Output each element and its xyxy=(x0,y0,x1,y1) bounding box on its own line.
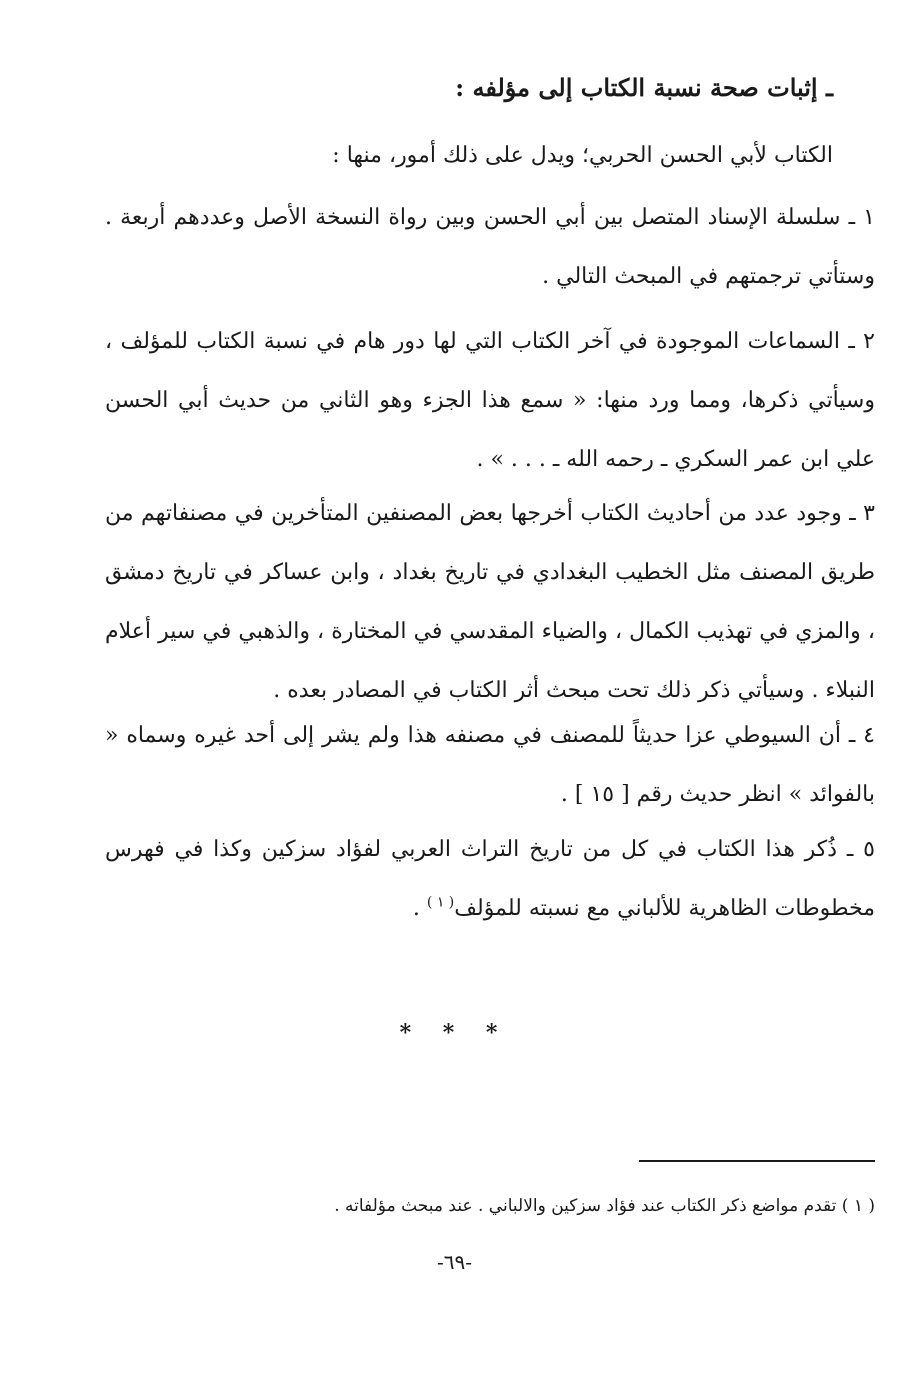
evidence-item-3: ٣ ـ وجود عدد من أحاديث الكتاب أخرجها بعض المصنفين المتأخرين في مصنفاتهم من طريق المصنف مثل الخطيب البغدادي في تاريخ بغداد ، وابن عساكر في تاريخ دمشق ، والمزي في تهذيب الكمال ، والضياء المقدسي في المختارة ، والذهبي في سير أعلام النبلاء . وسيأتي ذكر ذلك تحت مبحث أثر الكتاب في المصادر بعده . xyxy=(105,501,875,703)
evidence-item-5-text: ٥ ـ ذُكر هذا الكتاب في كل من تاريخ التراث العربي لفؤاد سزكين وكذا في فهرس مخطوطات الظاهرية للألباني مع نسبته للمؤلف xyxy=(105,837,875,921)
evidence-item-5 xyxy=(105,820,875,938)
evidence-item-5-end: . xyxy=(412,896,427,921)
section-heading: ـ إثبات صحة نسبة الكتاب إلى مؤلفه : xyxy=(455,73,833,102)
section-separator: * * * xyxy=(399,1020,510,1046)
footnote-reference[interactable]: ( ١ ) xyxy=(426,894,455,911)
evidence-item-2: ٢ ـ السماعات الموجودة في آخر الكتاب التي لها دور هام في نسبة الكتاب للمؤلف ، وسيأتي ذكرها، ومما ورد منها: « سمع هذا الجزء وهو الثاني من حديث أبي الحسن علي ابن عمر السكري ـ رحمه الله ـ . . . » . xyxy=(105,329,875,472)
page-number: -٦٩- xyxy=(436,1250,472,1274)
footnote: ( ١ ) تقدم مواضع ذكر الكتاب عند فؤاد سزكين والالباني . عند مبحث مؤلفاته . xyxy=(334,1196,875,1216)
footnote-divider xyxy=(639,1160,875,1162)
evidence-item-1: ١ ـ سلسلة الإسناد المتصل بين أبي الحسن وبين رواة النسخة الأصل وعددهم أربعة . وستأتي ترجمتهم في المبحث التالي . xyxy=(105,205,875,289)
intro-paragraph: الكتاب لأبي الحسن الحربي؛ ويدل على ذلك أمور، منها : xyxy=(332,143,833,168)
evidence-item-4: ٤ ـ أن السيوطي عزا حديثاً للمصنف في مصنفه هذا ولم يشر إلى أحد غيره وسماه « بالفوائد » انظر حديث رقم [ ١٥ ] . xyxy=(105,723,875,807)
